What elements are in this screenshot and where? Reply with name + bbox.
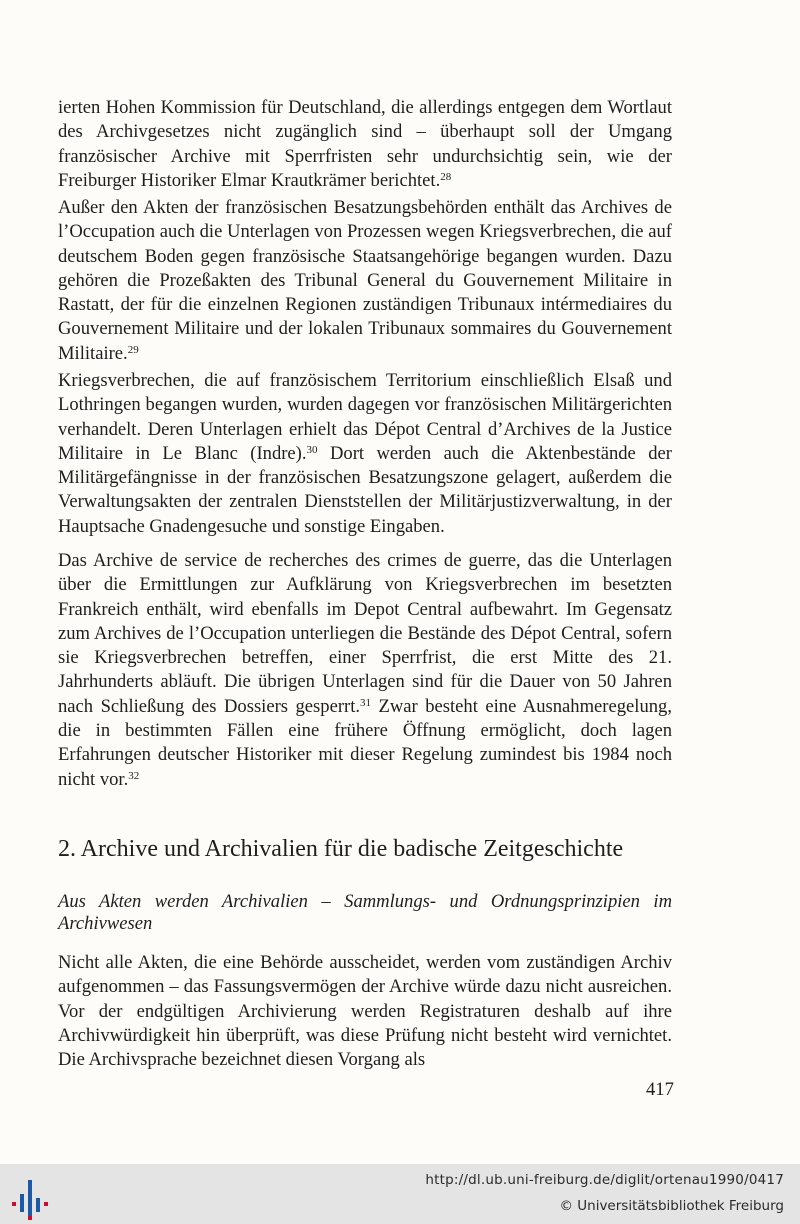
footer-url-link[interactable]: http://dl.ub.uni-freiburg.de/diglit/ortenau1990/0417 [425,1172,784,1188]
paragraph-2: Außer den Akten der französischen Besatzungsbehörden enthält das Archives de l’Occupation auch die Unterlagen von Prozessen wegen Kriegsverbrechen, die auf deutschem Boden gegen französische Staatsangehörige begangen wurden. Dazu gehören die Prozeßakten des Tribunal General du Gouvernement Militaire in Rastatt, der für die einzelnen Regionen zuständigen Tribunaux intérmediaires du Gouvernement Militaire und der lokalen Tribunaux sommaires du Gouvernement Militaire.$^{29}$ [58,197,672,364]
footer-copyright: © Universitätsbibliothek Freiburg [559,1198,784,1214]
ub-freiburg-logo-icon [10,1180,50,1220]
paragraph-1: ierten Hohen Kommission für Deutschland, die allerdings entgegen dem Wortlaut des Archivgesetzes nicht zugänglich sind – überhaupt soll der Umgang französischer Archive mit Sperrfristen sehr undurchsichtig sein, wie der Freiburger Historiker Elmar Krautkrämer berichtet.$^{28}$ [58,97,672,191]
footnote-ref-31[interactable]: 31 [360,696,372,709]
footnote-ref-28[interactable]: 28 [440,170,452,183]
section-heading: 2. Archive und Archivalien für die badische Zeitgeschichte [58,836,624,862]
subsection-heading: Aus Akten werden Archivalien – Sammlungs- und Ordnungsprinzipien im Archivwesen [58,891,672,934]
paragraph-5: Nicht alle Akten, die eine Behörde ausscheidet, werden vom zuständigen Archiv aufgenommen – das Fassungsvermögen der Archive würde dazu nicht ausreichen. Vor der endgültigen Archivierung werden Registraturen deshalb auf ihre Archivwürdigkeit hin überprüft, was diese Prüfung nicht besteht wird vernichtet. Die Archivsprache bezeichnet diesen Vorgang als [58,952,672,1071]
page-number: 417 [646,1079,674,1100]
footer-bar [0,1164,800,1224]
footnote-ref-30[interactable]: 30 [306,443,318,456]
footnote-ref-32[interactable]: 32 [128,769,140,782]
footnote-ref-29[interactable]: 29 [127,343,139,356]
paragraph-4: Das Archive de service de recherches des crimes de guerre, das die Unterlagen über die Ermittlungen zur Aufklärung von Kriegsverbrechen im besetzten Frankreich enthält, wird ebenfalls im Depot Central aufbewahrt. Im Gegensatz zum Archives de l’Occupation unterliegen die Bestände des Dépot Central, sofern sie Kriegsverbrechen betreffen, einer Sperrfrist, die erst Mitte des 21. Jahrhunderts abläuft. Die übrigen Unterlagen sind für die Dauer von 50 Jahren nach Schließung des Dossiers gesperrt.$^{31}$ Zwar besteht eine Ausnahmeregelung, die in bestimmten Fällen eine frühere Öffnung ermöglicht, doch lagen Erfahrungen deutscher Historiker mit dieser Regelung zumindest bis 1984 noch nicht vor.$^{32}$ [58,550,672,790]
paragraph-3: Kriegsverbrechen, die auf französischem Territorium einschließlich Elsaß und Lothringen begangen wurden, wurden dagegen vor französischen Militärgerichten verhandelt. Deren Unterlagen erhielt das Dépot Central d’Archives de la Justice Militaire in Le Blanc (Indre).$^{30}$ Dort werden auch die Aktenbestände der Militärgefängnisse in der französischen Besatzungszone gelagert, außerdem die Verwaltungsakten der zentralen Dienststellen der Militärjustizverwaltung, in der Hauptsache Gnadengesuche und sonstige Eingaben. [58,370,672,537]
